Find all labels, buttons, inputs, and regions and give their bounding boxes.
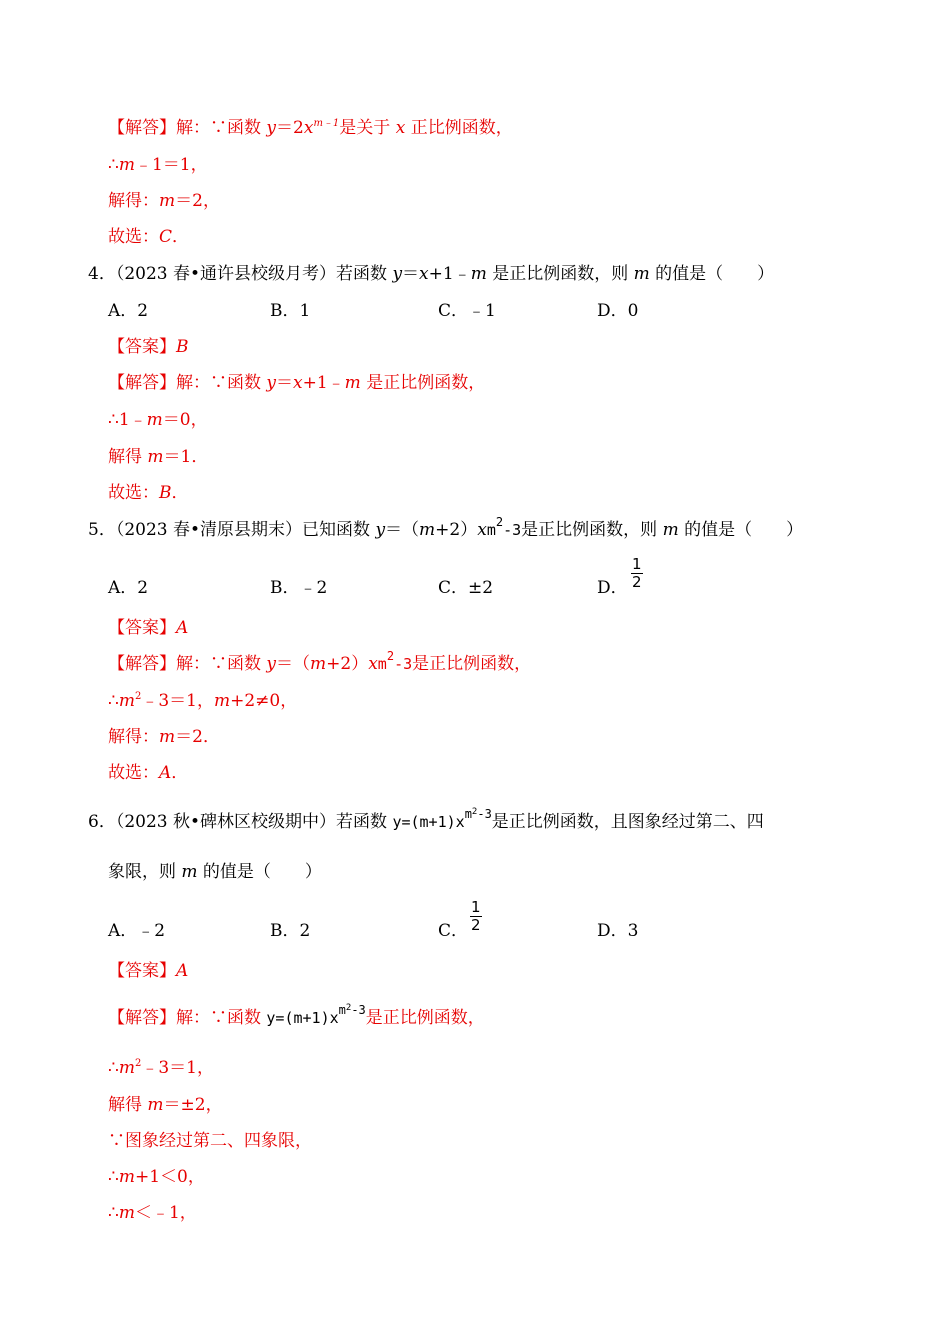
q6-step-4: ∴m+1＜0， bbox=[108, 1167, 205, 1187]
q6-step-5: ∴m＜﹣1， bbox=[108, 1203, 197, 1223]
q4-analysis: 【解答】解：∵函数 y＝x+1﹣m 是正比例函数， bbox=[108, 373, 486, 393]
q6-step-1: $\therefore m^2﹣3=1$， bbox=[108, 1058, 214, 1078]
q6-analysis: 【解答】解：∵函数 $y=(m+1)x^{m^2-3}$是正比例函数， bbox=[108, 1003, 485, 1028]
prev-analysis-line: 【解答】解：∵函数 $y=2x^{m﹣1}$是关于 x 正比例函数， bbox=[108, 118, 513, 138]
q4-option-d: D．0 bbox=[597, 301, 639, 321]
q5-step-3: 故选：A． bbox=[108, 763, 189, 783]
question-number: 5． bbox=[88, 520, 116, 540]
q5-step-1: $\therefore m^2﹣3=1$，m+2≠0， bbox=[108, 691, 298, 711]
q6-step-3: ∵图象经过第二、四象限， bbox=[108, 1131, 312, 1151]
prev-step-3: 故选：C． bbox=[108, 227, 190, 247]
q4-option-b: B．1 bbox=[270, 301, 311, 321]
question-6-stem-line-2: 象限，则 m 的值是（ ） bbox=[108, 862, 322, 882]
q5-answer: 【答案】A bbox=[108, 618, 189, 638]
question-5-stem: 5．（2023 春•清原县期末）已知函数 $y=(m+2)xm^2-3$是正比例函数，则 m 的值是（ ） bbox=[88, 515, 804, 540]
q6-option-d: D．3 bbox=[597, 921, 639, 941]
q5-step-2: 解得：m＝2． bbox=[108, 727, 220, 747]
prev-step-2: 解得：m＝2， bbox=[108, 191, 220, 211]
q4-option-a: A．2 bbox=[108, 301, 149, 321]
q6-option-c-fraction: $\frac{1}{2}$ bbox=[471, 898, 481, 934]
q5-option-c: C．±2 bbox=[438, 578, 494, 598]
q5-analysis: 【解答】解：∵函数 $y=(m+2)xm^2-3$是正比例函数， bbox=[108, 649, 532, 674]
q6-step-2: 解得 m＝±2， bbox=[108, 1095, 223, 1115]
question-6-stem: 6．（2023 秋•碑林区校级期中）若函数 $y=(m+1)x^{m^2-3}$是正比例函数，且图象经过第二、四 bbox=[88, 807, 764, 832]
q4-option-c: C．﹣1 bbox=[438, 301, 496, 321]
analysis-tag: 【解答】 bbox=[108, 118, 176, 138]
q6-answer: 【答案】A bbox=[108, 961, 189, 981]
q6-option-c: C． bbox=[438, 921, 469, 941]
question-number: 6． bbox=[88, 812, 116, 832]
q5-option-d-fraction: $\frac{1}{2}$ bbox=[632, 555, 642, 591]
q6-option-a: A．﹣2 bbox=[108, 921, 166, 941]
q6-option-b: B．2 bbox=[270, 921, 311, 941]
question-number: 4． bbox=[88, 264, 116, 284]
q5-option-d: D． bbox=[597, 578, 628, 598]
q4-step-1: ∴1﹣m＝0， bbox=[108, 410, 208, 430]
q5-option-b: B．﹣2 bbox=[270, 578, 328, 598]
q5-option-a: A．2 bbox=[108, 578, 149, 598]
q4-step-3: 故选：B． bbox=[108, 483, 189, 503]
q4-answer: 【答案】B bbox=[108, 337, 189, 357]
prev-step-1: ∴m﹣1＝1， bbox=[108, 155, 208, 175]
question-4-stem: 4．（2023 春•通许县校级月考）若函数 y＝x+1﹣m 是正比例函数，则 m 的值是（ ） bbox=[88, 264, 775, 284]
q4-step-2: 解得 m＝1． bbox=[108, 447, 209, 467]
